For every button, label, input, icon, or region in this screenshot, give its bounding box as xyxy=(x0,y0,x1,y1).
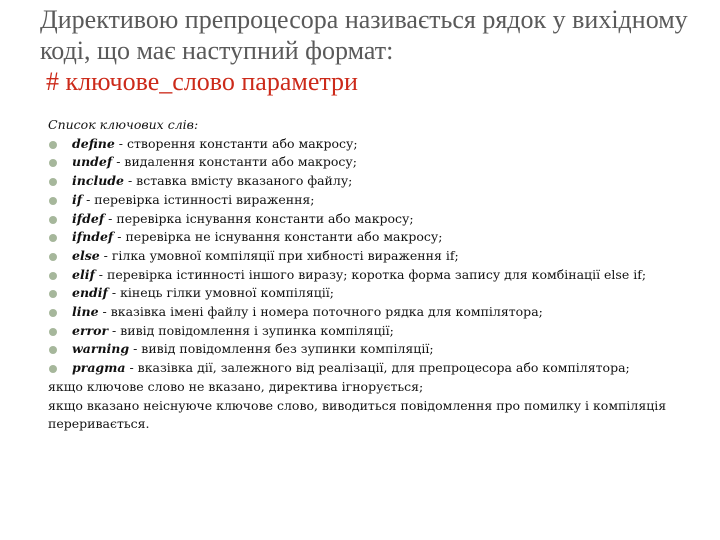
note-error: якщо вказано неіснуюче ключове слово, виводиться повідомлення про помилку і компіляція переривається. xyxy=(48,397,667,432)
keyword-description: - перевірка не існування константи або макросу; xyxy=(113,229,443,245)
bullet-icon xyxy=(49,216,57,224)
keyword-list-heading: Список ключових слів: xyxy=(48,117,199,132)
keyword: line xyxy=(72,304,99,320)
keyword-description: - кінець гілки умовної компіляції; xyxy=(107,285,334,301)
keyword: if xyxy=(72,191,83,207)
keyword: else xyxy=(72,247,100,263)
bullet-icon xyxy=(49,253,57,261)
keyword-description: - вказівка імені файлу і номера поточного рядка для компілятора; xyxy=(98,304,543,320)
keyword-description: - перевірка істинності вираження; xyxy=(82,191,315,207)
keyword: error xyxy=(72,322,109,338)
bullet-icon xyxy=(49,234,57,242)
list-item xyxy=(48,266,698,285)
list-item xyxy=(48,191,698,210)
bullet-icon xyxy=(49,178,57,186)
keyword: elif xyxy=(72,266,95,282)
keyword: ifdef xyxy=(72,210,105,226)
list-item xyxy=(48,210,698,229)
title-text: Директивою препроцесора називається рядок у вихідному коді, що має наступний формат: xyxy=(40,5,688,65)
keyword: define xyxy=(72,135,115,151)
slide-body xyxy=(48,116,698,434)
keyword-description: - перевірка істинності іншого виразу; коротка форма запису для комбінації else if; xyxy=(94,266,647,282)
slide-title xyxy=(40,4,710,97)
bullet-icon xyxy=(49,197,57,205)
keyword: ifndef xyxy=(72,229,114,245)
list-item xyxy=(48,303,698,322)
list-item xyxy=(48,247,698,266)
list-item xyxy=(48,135,698,154)
keyword: warning xyxy=(72,341,130,357)
bullet-icon xyxy=(49,290,57,298)
list-item xyxy=(48,153,698,172)
keyword-list xyxy=(48,135,698,378)
keyword-description: - створення константи або макросу; xyxy=(114,135,358,151)
bullet-icon xyxy=(49,328,57,336)
bullet-icon xyxy=(49,365,57,373)
keyword: pragma xyxy=(72,360,126,376)
keyword-description: - гілка умовної компіляції при хибності вираження if; xyxy=(99,247,459,263)
keyword-description: - вивід повідомлення і зупинка компіляції; xyxy=(108,322,394,338)
list-item xyxy=(48,322,698,341)
bullet-icon xyxy=(49,141,57,149)
keyword-description: - видалення константи або макросу; xyxy=(112,154,357,170)
list-item xyxy=(48,172,698,191)
bullet-icon xyxy=(49,272,57,280)
list-item xyxy=(48,340,698,359)
keyword: undef xyxy=(72,154,113,170)
list-item xyxy=(48,284,698,303)
keyword-description: - вставка вмісту вказаного файлу; xyxy=(123,173,353,189)
keyword-description: - вказівка дії, залежного від реалізації, для препроцесора або компілятора; xyxy=(125,360,630,376)
keyword: endif xyxy=(72,285,108,301)
list-item xyxy=(48,228,698,247)
bullet-icon xyxy=(49,346,57,354)
keyword-description: - вивід повідомлення без зупинки компіляції; xyxy=(129,341,434,357)
note-ignored: якщо ключове слово не вказано, директива ігнорується; xyxy=(48,378,424,394)
directive-syntax: # ключове_слово параметри xyxy=(46,67,358,96)
keyword-description: - перевірка існування константи або макросу; xyxy=(104,210,414,226)
list-item xyxy=(48,359,698,378)
bullet-icon xyxy=(49,309,57,317)
keyword: include xyxy=(72,173,124,189)
bullet-icon xyxy=(49,159,57,167)
